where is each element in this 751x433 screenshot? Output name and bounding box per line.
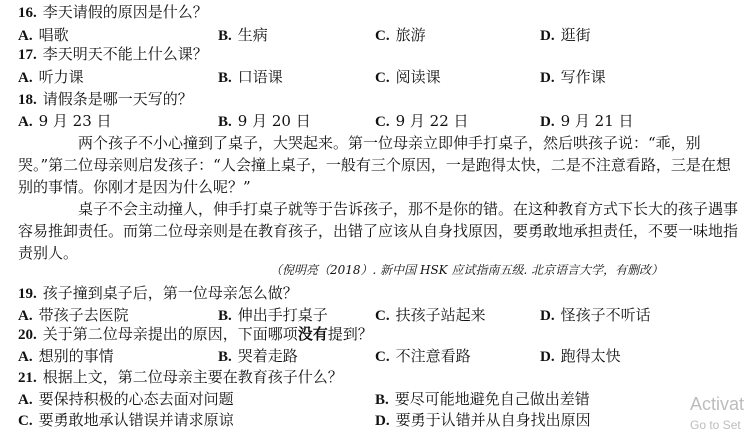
question-emphasis: 没有 (297, 325, 328, 343)
q21-option-d[interactable]: D. 要勇于认错并从自身找出原因 (375, 411, 591, 429)
q21-option-c[interactable]: C. 要勇敢地承认错误并请求原谅 (18, 411, 234, 429)
question-text: 根据上文，第二位母亲主要在教育孩子什么？ (42, 368, 343, 386)
question-text: 请假条是哪一天写的？ (42, 90, 193, 108)
passage-source: （倪明亮（2018）. 新中国 HSK 应试指南五级. 北京语言大学，有删改） (270, 263, 664, 277)
q19-option-d[interactable]: D. 怪孩子不听话 (540, 306, 651, 324)
question-number: 17. (18, 47, 37, 63)
q20-option-a[interactable]: A. 想别的事情 (18, 347, 114, 365)
question-text: 李天明天不能上什么课？ (42, 45, 208, 63)
activation-watermark-subtitle: Go to Set (690, 418, 741, 432)
question-18 (18, 89, 193, 110)
q19-option-a[interactable]: A. 带孩子去医院 (18, 306, 129, 324)
activation-watermark-title: Activat (690, 394, 745, 414)
question-text-end: 提到？ (327, 325, 373, 343)
q20-option-d[interactable]: D. 跑得太快 (540, 347, 621, 365)
question-16 (18, 2, 208, 23)
q19-option-c[interactable]: C. 扶孩子站起来 (375, 306, 486, 324)
question-number: 18. (18, 92, 37, 108)
question-number: 20. (18, 327, 37, 343)
question-17 (18, 44, 208, 65)
question-text: 孩子撞到桌子后，第一位母亲怎么做？ (42, 284, 298, 302)
q20-option-b[interactable]: B. 哭着走路 (218, 347, 298, 365)
question-number: 16. (18, 5, 37, 21)
question-19 (18, 283, 298, 304)
q17-option-b[interactable]: B. 口语课 (218, 68, 283, 86)
question-21 (18, 367, 343, 388)
q16-option-a[interactable]: A. 唱歌 (18, 26, 69, 44)
passage-paragraph-2: 桌子不会主动撞人，伸手打桌子就等于告诉孩子，那不是你的错。在这种教育方式下长大的孩子遇事容易推卸责任。而第二位母亲则是在教育孩子，出错了应该从自身找原因，要勇敢地承担责任，不要一味地指责别人。 (18, 200, 739, 262)
q17-option-a[interactable]: A. 听力课 (18, 68, 84, 86)
question-text: 李天请假的原因是什么？ (42, 3, 208, 21)
q19-option-b[interactable]: B. 伸出手打桌子 (218, 306, 328, 324)
passage-paragraph-1: 两个孩子不小心撞到了桌子，大哭起来。第一位母亲立即伸手打桌子，然后哄孩子说：“乖，别哭。”第二位母亲则启发孩子：“人会撞上桌子，一般有三个原因，一是跑得太快，二是不注意看路，三是在想别的事情。你刚才是因为什么呢？” (18, 134, 731, 196)
q21-option-b[interactable]: B. 要尽可能地避免自己做出差错 (375, 390, 590, 408)
q18-option-a[interactable]: A. 9 月 23 日 (18, 112, 112, 130)
q20-option-c[interactable]: C. 不注意看路 (375, 347, 471, 365)
q16-option-c[interactable]: C. 旅游 (375, 26, 426, 44)
q17-option-d[interactable]: D. 写作课 (540, 68, 606, 86)
question-20 (18, 324, 373, 345)
q16-option-d[interactable]: D. 逛街 (540, 26, 591, 44)
q16-option-b[interactable]: B. 生病 (218, 26, 268, 44)
question-number: 19. (18, 286, 37, 302)
question-text: 关于第二位母亲提出的原因，下面哪项 (42, 325, 298, 343)
q18-option-c[interactable]: C. 9 月 22 日 (375, 112, 469, 130)
question-number: 21. (18, 370, 37, 386)
q21-option-a[interactable]: A. 要保持积极的心态去面对问题 (18, 390, 234, 408)
q18-option-d[interactable]: D. 9 月 21 日 (540, 112, 634, 130)
q17-option-c[interactable]: C. 阅读课 (375, 68, 441, 86)
q18-option-b[interactable]: B. 9 月 20 日 (218, 112, 311, 130)
